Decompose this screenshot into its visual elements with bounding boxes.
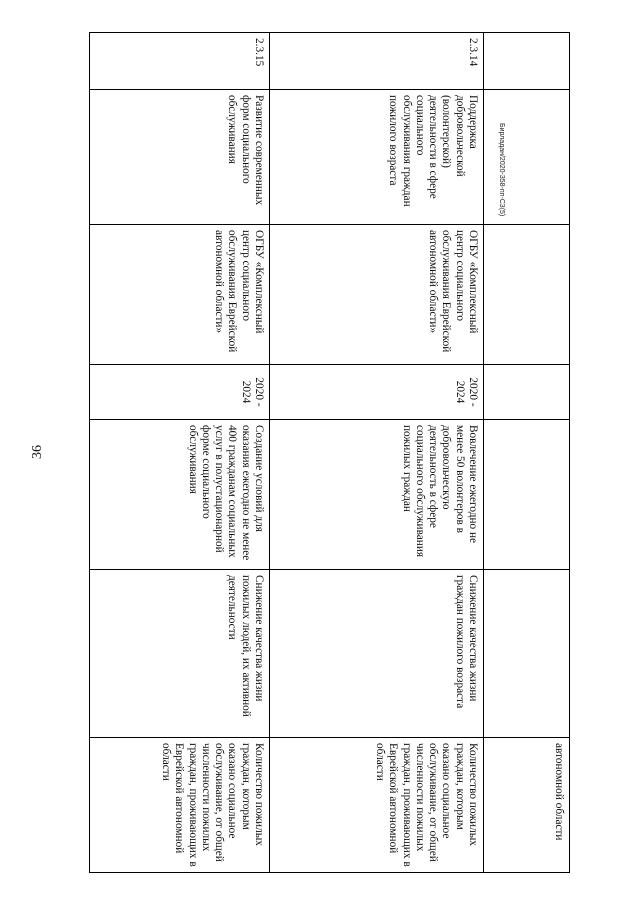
cell-indicator: автономной области xyxy=(484,738,570,873)
cell-num: 2.3.14 xyxy=(270,33,484,90)
cell-result xyxy=(484,420,570,570)
cell-executor: ОГБУ «Комплексный центр социального обслуживания Еврейской автономной области» xyxy=(270,225,484,365)
document-code: Бирладан/2020-358-пп-С3(5) xyxy=(498,123,505,217)
table-row xyxy=(90,33,270,873)
page-number: 36 xyxy=(30,445,45,459)
cell-event: Развитие современных форм социального обслуживания xyxy=(90,90,270,225)
table-row-continuation xyxy=(484,33,570,873)
cell-event: Поддержка добровольческой (волонтерской) деятельности в сфере социального обслуживания граждан пожилого возраста xyxy=(270,90,484,225)
cell-consequence: Снижение качества жизни граждан пожилого возраста xyxy=(270,570,484,738)
cell-term: 2020 - 2024 xyxy=(90,365,270,420)
cell-consequence: Снижение качества жизни пожилых людей, их активной деятельности xyxy=(90,570,270,738)
cell-indicator: Количество пожилых граждан, которым оказано социальное обслуживание, от общей численности пожилых граждан, проживающих в Еврейской автономной области xyxy=(270,738,484,873)
cell-num xyxy=(484,33,570,90)
cell-result: Создание условий для оказания ежегодно не менее 400 гражданам социальных услуг в полустационарной форме социального обслуживания xyxy=(90,420,270,570)
cell-result: Вовлечение ежегодно не менее 50 волонтеров в добровольческую деятельность в сфере социального обслуживания пожилых граждан xyxy=(270,420,484,570)
cell-num: 2.3.15 xyxy=(90,33,270,90)
cell-consequence xyxy=(484,570,570,738)
cell-indicator: Количество пожилых граждан, которым оказано социальное обслуживание, от общей численности пожилых граждан, проживающих в Еврейской автономной области xyxy=(90,738,270,873)
cell-event xyxy=(484,90,570,225)
cell-term xyxy=(484,365,570,420)
cell-executor xyxy=(484,225,570,365)
table-row xyxy=(270,33,484,873)
cell-executor: ОГБУ «Комплексный центр социального обслуживания Еврейской автономной области» xyxy=(90,225,270,365)
cell-term: 2020 - 2024 xyxy=(270,365,484,420)
